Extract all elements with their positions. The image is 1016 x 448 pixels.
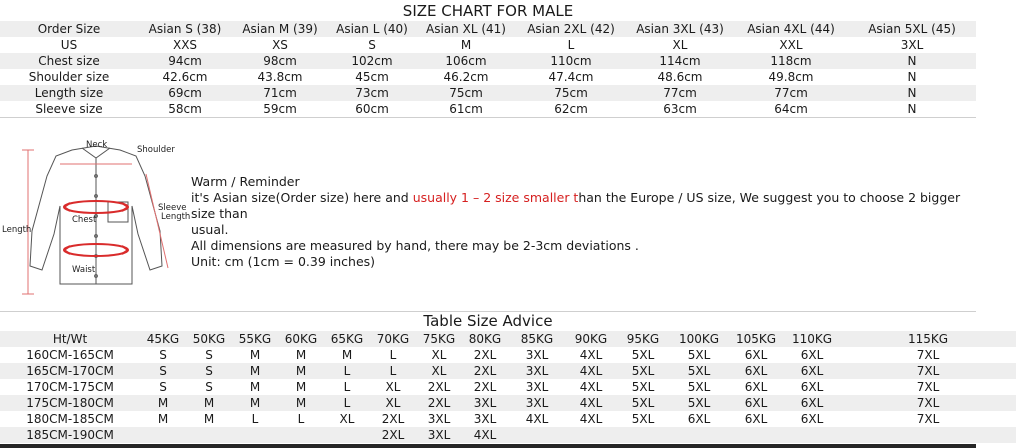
advice-size-cell <box>840 427 1016 443</box>
advice-size-cell: M <box>324 347 370 363</box>
advice-header-cell: 115KG <box>840 331 1016 347</box>
advice-size-cell: 5XL <box>616 379 670 395</box>
advice-header-cell: 45KG <box>140 331 186 347</box>
advice-size-cell: XL <box>416 347 462 363</box>
advice-size-cell: M <box>232 347 278 363</box>
advice-height-label: 170CM-175CM <box>0 379 140 395</box>
advice-size-cell: 2XL <box>462 379 508 395</box>
size-cell: 71cm <box>232 85 328 101</box>
advice-size-cell <box>728 427 784 443</box>
size-row <box>0 21 976 37</box>
reminder-line-3: Unit: cm (1cm = 0.39 inches) <box>191 254 376 269</box>
size-cell: 75cm <box>516 85 626 101</box>
advice-size-cell: M <box>140 395 186 411</box>
size-cell: 75cm <box>416 85 516 101</box>
advice-size-cell: 3XL <box>416 427 462 443</box>
size-cell: 102cm <box>328 53 416 69</box>
advice-height-label: 175CM-180CM <box>0 395 140 411</box>
advice-size-cell <box>670 427 728 443</box>
advice-header-cell: 85KG <box>508 331 566 347</box>
advice-size-cell: 5XL <box>616 395 670 411</box>
reminder-line-1-end: usual. <box>191 222 229 237</box>
size-cell: 69cm <box>138 85 232 101</box>
advice-size-cell <box>784 427 840 443</box>
advice-size-cell <box>186 427 232 443</box>
advice-size-cell: 6XL <box>784 379 840 395</box>
size-cell: 64cm <box>734 101 848 117</box>
advice-size-cell: M <box>232 363 278 379</box>
advice-size-cell: M <box>278 363 324 379</box>
advice-title: Table Size Advice <box>423 312 553 330</box>
size-cell: Asian XL (41) <box>416 21 516 37</box>
neck-label: Neck <box>86 140 108 150</box>
advice-size-cell: 2XL <box>370 427 416 443</box>
advice-size-cell: 2XL <box>462 363 508 379</box>
advice-size-cell: M <box>140 411 186 427</box>
size-cell: 47.4cm <box>516 69 626 85</box>
advice-size-cell <box>566 427 616 443</box>
advice-size-cell: 6XL <box>784 347 840 363</box>
advice-size-cell: 3XL <box>462 411 508 427</box>
advice-size-cell: 4XL <box>566 363 616 379</box>
size-cell: N <box>848 53 976 69</box>
reminder-highlight: usually 1 – 2 size smaller t <box>412 190 579 205</box>
size-row <box>0 101 976 117</box>
waist-label: Waist <box>72 265 96 275</box>
advice-size-cell: 5XL <box>670 363 728 379</box>
advice-size-cell: 6XL <box>728 347 784 363</box>
advice-size-cell: 5XL <box>670 379 728 395</box>
sleeve-length-label: Length <box>161 212 191 222</box>
advice-size-cell: 4XL <box>566 411 616 427</box>
advice-size-cell: S <box>186 363 232 379</box>
advice-header-cell: 110KG <box>784 331 840 347</box>
size-cell: 77cm <box>734 85 848 101</box>
size-cell: Asian 4XL (44) <box>734 21 848 37</box>
advice-size-cell: 5XL <box>616 347 670 363</box>
size-cell: 59cm <box>232 101 328 117</box>
advice-size-cell: L <box>324 363 370 379</box>
advice-size-cell: L <box>324 379 370 395</box>
advice-header-cell: 105KG <box>728 331 784 347</box>
size-cell: Asian 2XL (42) <box>516 21 626 37</box>
size-cell: N <box>848 85 976 101</box>
size-cell: 61cm <box>416 101 516 117</box>
size-cell: Asian S (38) <box>138 21 232 37</box>
advice-row <box>0 363 1016 379</box>
chest-label: Chest <box>72 215 97 225</box>
advice-size-cell: 5XL <box>616 411 670 427</box>
advice-header-cell: 75KG <box>416 331 462 347</box>
advice-size-cell: S <box>140 347 186 363</box>
advice-size-cell: L <box>370 363 416 379</box>
advice-row <box>0 379 1016 395</box>
advice-size-cell: 3XL <box>508 347 566 363</box>
advice-size-cell: 7XL <box>840 411 1016 427</box>
advice-size-cell <box>616 427 670 443</box>
advice-size-cell: 5XL <box>670 347 728 363</box>
size-row-label: Chest size <box>0 53 138 69</box>
advice-size-cell: XL <box>416 363 462 379</box>
advice-size-cell: 5XL <box>670 395 728 411</box>
advice-size-cell: XL <box>324 411 370 427</box>
advice-header-cell: 55KG <box>232 331 278 347</box>
advice-size-cell: 2XL <box>462 347 508 363</box>
advice-size-cell: 3XL <box>508 379 566 395</box>
advice-size-cell: M <box>278 347 324 363</box>
advice-size-cell: 4XL <box>462 427 508 443</box>
advice-header-cell: 80KG <box>462 331 508 347</box>
section-divider <box>0 117 976 118</box>
size-cell: 60cm <box>328 101 416 117</box>
advice-size-cell: M <box>278 379 324 395</box>
bottom-rule <box>0 444 976 448</box>
advice-height-label: 160CM-165CM <box>0 347 140 363</box>
advice-size-cell: 6XL <box>728 411 784 427</box>
advice-row <box>0 395 1016 411</box>
advice-size-cell: 3XL <box>416 411 462 427</box>
advice-size-cell: M <box>278 395 324 411</box>
size-row-label: Length size <box>0 85 138 101</box>
length-label: Length <box>2 225 32 235</box>
reminder-line-1 <box>191 190 973 222</box>
size-cell: 42.6cm <box>138 69 232 85</box>
advice-size-cell: L <box>370 347 416 363</box>
advice-size-cell: 2XL <box>370 411 416 427</box>
advice-row <box>0 347 1016 363</box>
size-cell: XXL <box>734 37 848 53</box>
size-cell: N <box>848 69 976 85</box>
size-cell: 46.2cm <box>416 69 516 85</box>
size-cell: Asian L (40) <box>328 21 416 37</box>
advice-row <box>0 427 1016 443</box>
advice-size-cell: 5XL <box>616 363 670 379</box>
size-cell: 94cm <box>138 53 232 69</box>
advice-size-cell: M <box>186 395 232 411</box>
size-cell: XS <box>232 37 328 53</box>
advice-size-cell: S <box>186 347 232 363</box>
advice-row <box>0 411 1016 427</box>
advice-size-cell: XL <box>370 379 416 395</box>
shirt-measurement-diagram <box>0 136 191 300</box>
size-cell: 106cm <box>416 53 516 69</box>
advice-size-cell: 7XL <box>840 347 1016 363</box>
size-row-label: Shoulder size <box>0 69 138 85</box>
advice-size-cell <box>324 427 370 443</box>
size-advice-table <box>0 331 1016 443</box>
size-cell: 62cm <box>516 101 626 117</box>
size-cell: XXS <box>138 37 232 53</box>
size-cell: 118cm <box>734 53 848 69</box>
advice-size-cell: L <box>324 395 370 411</box>
advice-size-cell: XL <box>370 395 416 411</box>
advice-size-cell: 6XL <box>784 411 840 427</box>
reminder-notes <box>191 174 973 270</box>
advice-header-cell: 100KG <box>670 331 728 347</box>
size-cell: 58cm <box>138 101 232 117</box>
advice-size-cell <box>508 427 566 443</box>
size-cell: 77cm <box>626 85 734 101</box>
advice-header-cell: 70KG <box>370 331 416 347</box>
sleeve-label: Sleeve <box>158 203 187 213</box>
size-chart-table <box>0 21 976 117</box>
advice-size-cell: S <box>140 363 186 379</box>
advice-size-cell <box>232 427 278 443</box>
advice-header-cell: 95KG <box>616 331 670 347</box>
advice-header-cell: 60KG <box>278 331 324 347</box>
advice-size-cell: M <box>232 379 278 395</box>
advice-size-cell <box>278 427 324 443</box>
size-cell: Asian M (39) <box>232 21 328 37</box>
advice-header-cell: 50KG <box>186 331 232 347</box>
advice-size-cell: 4XL <box>508 411 566 427</box>
reminder-text: it's Asian size(Order size) here and <box>191 190 413 205</box>
size-cell: XL <box>626 37 734 53</box>
size-cell: 114cm <box>626 53 734 69</box>
reminder-text-cont: han the Europe / US size, We suggest you to choose 2 bigger size than <box>191 190 961 221</box>
advice-size-cell: 6XL <box>728 363 784 379</box>
advice-size-cell: 7XL <box>840 363 1016 379</box>
size-cell: 49.8cm <box>734 69 848 85</box>
advice-size-cell: M <box>232 395 278 411</box>
advice-size-cell: 3XL <box>508 363 566 379</box>
advice-size-cell: 6XL <box>784 363 840 379</box>
size-cell: 73cm <box>328 85 416 101</box>
advice-size-cell: 7XL <box>840 379 1016 395</box>
reminder-line-2: All dimensions are measured by hand, there may be 2-3cm deviations . <box>191 238 639 253</box>
advice-header-cell: 90KG <box>566 331 616 347</box>
size-cell: 45cm <box>328 69 416 85</box>
advice-size-cell: 3XL <box>462 395 508 411</box>
advice-size-cell <box>140 427 186 443</box>
size-cell: Asian 3XL (43) <box>626 21 734 37</box>
size-cell: 48.6cm <box>626 69 734 85</box>
size-row <box>0 37 976 53</box>
size-cell: 3XL <box>848 37 976 53</box>
advice-height-label: 165CM-170CM <box>0 363 140 379</box>
size-cell: 98cm <box>232 53 328 69</box>
size-cell: L <box>516 37 626 53</box>
advice-height-label: 180CM-185CM <box>0 411 140 427</box>
advice-size-cell: 6XL <box>728 379 784 395</box>
advice-height-label: 185CM-190CM <box>0 427 140 443</box>
advice-size-cell: M <box>186 411 232 427</box>
advice-size-cell: 7XL <box>840 395 1016 411</box>
size-cell: S <box>328 37 416 53</box>
advice-size-cell: 2XL <box>416 395 462 411</box>
size-cell: 110cm <box>516 53 626 69</box>
advice-size-cell: 6XL <box>670 411 728 427</box>
size-cell: M <box>416 37 516 53</box>
size-row <box>0 53 976 69</box>
size-row <box>0 85 976 101</box>
advice-header-row <box>0 331 1016 347</box>
size-cell: 63cm <box>626 101 734 117</box>
size-cell: N <box>848 101 976 117</box>
size-row-label: Order Size <box>0 21 138 37</box>
size-row-label: US <box>0 37 138 53</box>
size-chart-title: SIZE CHART FOR MALE <box>402 2 574 20</box>
advice-size-cell: 4XL <box>566 395 616 411</box>
advice-header-cell: 65KG <box>324 331 370 347</box>
size-cell: Asian 5XL (45) <box>848 21 976 37</box>
advice-size-cell: 6XL <box>784 395 840 411</box>
advice-size-cell: 2XL <box>416 379 462 395</box>
advice-size-cell: 6XL <box>728 395 784 411</box>
size-row-label: Sleeve size <box>0 101 138 117</box>
advice-size-cell: L <box>278 411 324 427</box>
advice-size-cell: L <box>232 411 278 427</box>
size-cell: 43.8cm <box>232 69 328 85</box>
advice-size-cell: S <box>186 379 232 395</box>
size-row <box>0 69 976 85</box>
shoulder-label: Shoulder <box>137 145 175 155</box>
advice-size-cell: 4XL <box>566 379 616 395</box>
advice-header-cell: Ht/Wt <box>0 331 140 347</box>
advice-size-cell: 4XL <box>566 347 616 363</box>
reminder-heading: Warm / Reminder <box>191 174 300 189</box>
advice-size-cell: 3XL <box>508 395 566 411</box>
advice-size-cell: S <box>140 379 186 395</box>
